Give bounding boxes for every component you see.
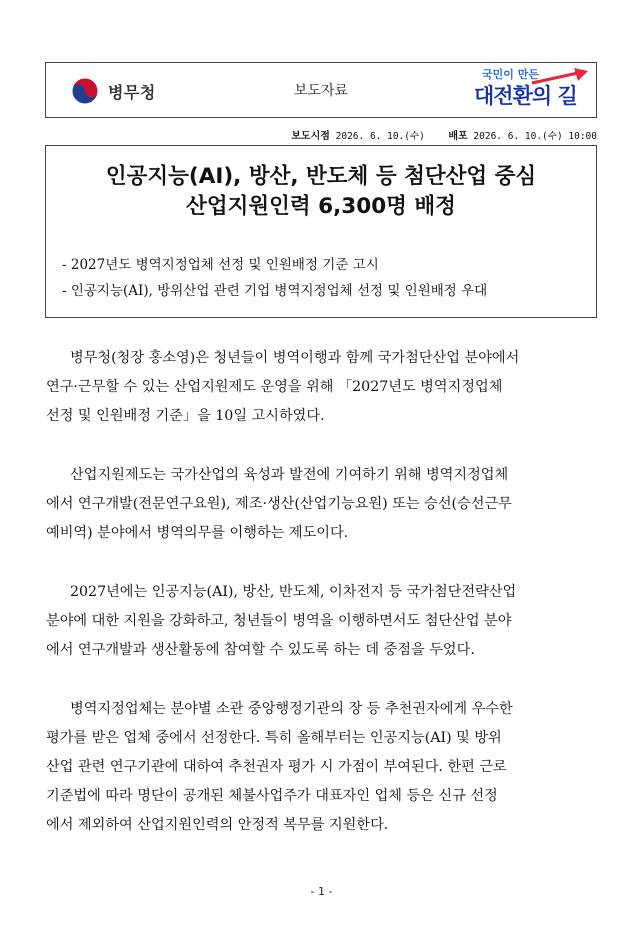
paragraph-line: 기준법에 따라 명단이 공개된 체불사업주가 대표자인 업체 등은 신규 선정 [46,788,498,804]
paragraph-line: 평가를 받은 업체 중에서 선정한다. 특히 올해부터는 인공지능(AI) 및 방위 [46,730,502,746]
paragraph-line: 에서 연구개발(전문연구요원), 제조·생산(산업기능요원) 또는 승선(승선근무 [46,496,512,512]
distribute-label: 배포 [448,131,468,142]
agency-name: 병무청 [108,82,156,102]
summary-bullet: - 2027년도 병역지정업체 선정 및 인원배정 기준 고시 [62,257,379,273]
paragraph-line: 에서 연구개발과 생산활동에 참여할 수 있도록 하는 데 중점을 두었다. [46,642,475,658]
paragraph-line: 2027년에는 인공지능(AI), 방산, 반도체, 이차전지 등 국가첨단전략산업 [70,584,517,600]
paragraph-line: 에서 제외하여 산업지원인력의 안정적 복무를 지원한다. [46,817,389,833]
paragraph [46,578,598,665]
paragraph-line: 연구·근무할 수 있는 산업지원제도 운영을 위해 「2027년도 병역지정업체 [46,379,503,395]
slogan-small-text: 국민이 만든 [482,68,539,81]
release-value: 2026. 6. 10.(수) [335,131,425,142]
article-body [46,344,598,870]
paragraph-line: 병무청(청장 홍소영)은 청년들이 병역이행과 함께 국가첨단산업 분야에서 [70,350,520,366]
headline-line-1: 인공지능(AI), 방산, 반도체 등 첨단산업 중심 [105,164,537,189]
paragraph [46,461,598,548]
paragraph [46,695,598,840]
distribute-value: 2026. 6. 10.(수) 10:00 [473,131,597,142]
release-label: 보도시점 [291,131,330,142]
doc-type-label: 보도자료 [293,83,349,99]
summary-bullets [62,252,487,304]
slogan-big-text: 대전환의 길 [474,84,577,108]
summary-bullet: - 인공지능(AI), 방위산업 관련 기업 병역지정업체 선정 및 인원배정 우대 [62,283,488,299]
paragraph-line: 산업지원제도는 국가산업의 육성과 발전에 기여하기 위해 병역지정업체 [70,467,509,483]
paragraph-line: 예비역) 분야에서 병역의무를 이행하는 제도이다. [46,525,349,541]
paragraph-line: 분야에 대한 지원을 강화하고, 청년들이 병역을 이행하면서도 첨단산업 분야 [46,613,512,629]
headline-box [45,145,597,318]
release-info [291,127,597,142]
press-header [45,62,597,118]
headline [46,162,596,222]
paragraph-line: 병역지정업체는 분야별 소관 중앙행정기관의 장 등 추천권자에게 우수한 [70,701,513,717]
slogan-badge [470,65,592,115]
page-number: - 1 - [310,885,333,898]
paragraph [46,344,598,431]
headline-line-2: 산업지원인력 6,300명 배정 [186,194,456,219]
paragraph-line: 산업 관련 연구기관에 대하여 추천권자 평가 시 가점이 부여된다. 한편 근로 [46,759,507,775]
paragraph-line: 선정 및 인원배정 기준」을 10일 고시하였다. [46,408,325,424]
